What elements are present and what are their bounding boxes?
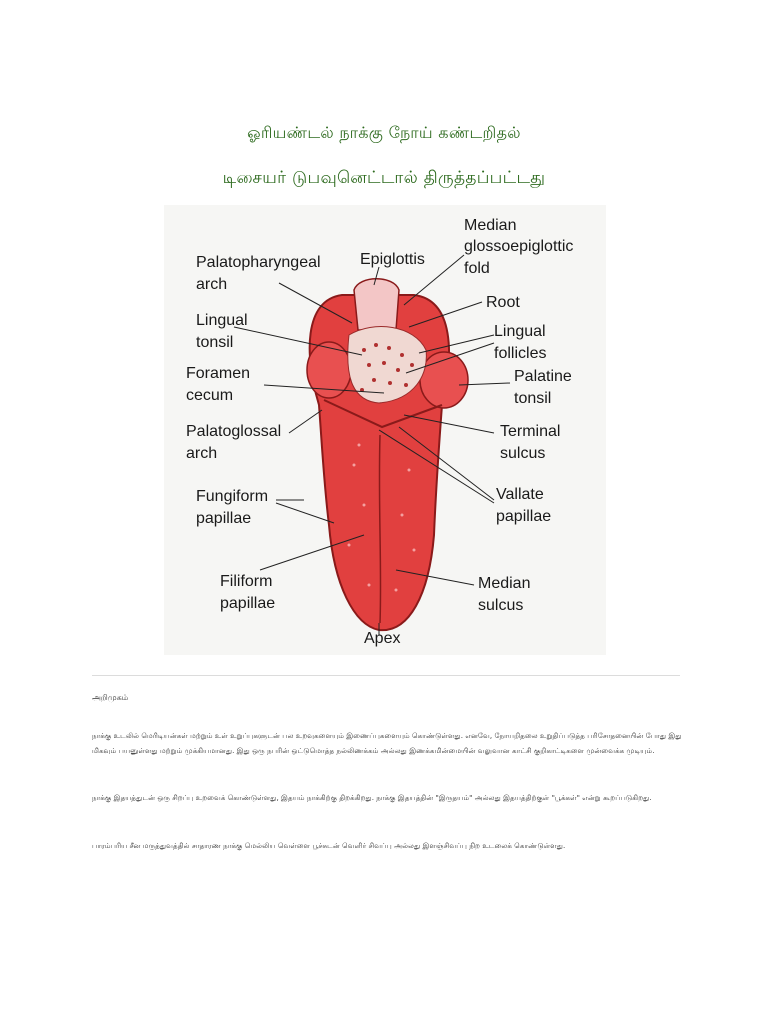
label-epiglottis: Epiglottis	[360, 251, 425, 268]
label-median-glosso-3: fold	[464, 260, 490, 277]
label-median-glosso-1: Median	[464, 217, 517, 234]
epiglottis-shape	[354, 279, 399, 330]
paragraph-3: பாரம்பரிய சீன மருத்துவத்தில் சாதாரண நாக்கு மெல்லிய வெள்ளை பூச்சுடன் வெளிர் சிவப்பு அல்லது இளஞ்சிவப்பு நிற உடலைக் கொண்டுள்ளது.	[92, 841, 566, 850]
label-palatine-1: Palatine	[514, 368, 572, 385]
section-divider	[92, 675, 680, 676]
label-palatoglossal-2: arch	[186, 445, 218, 462]
page-subtitle: டிசையர் டுபவுனெட்டால் திருத்தப்பட்டது	[222, 168, 546, 188]
label-apex: Apex	[364, 630, 401, 647]
label-foramen-2: cecum	[186, 387, 234, 404]
label-terminal-2: sulcus	[500, 445, 546, 462]
label-root: Root	[486, 294, 520, 311]
label-lingual-tonsil-1: Lingual	[196, 312, 248, 329]
label-fungiform-1: Fungiform	[196, 488, 269, 505]
label-median-glosso-2: glossoepiglottic	[464, 238, 574, 255]
label-fungiform-2: papillae	[196, 510, 252, 527]
label-vallate-2: papillae	[496, 508, 552, 525]
label-median-sulcus-2: sulcus	[478, 597, 524, 614]
label-palatopharyngeal-2: arch	[196, 276, 228, 293]
page-title: ஓரியண்டல் நாக்கு நோய் கண்டறிதல்	[247, 123, 521, 142]
label-lingual-tonsil-2: tonsil	[196, 334, 234, 351]
label-filiform-1: Filiform	[220, 573, 273, 590]
label-filiform-2: papillae	[220, 595, 276, 612]
label-vallate-1: Vallate	[496, 486, 544, 503]
paragraph-2: நாக்கு இதயத்துடன் ஒரு சிறப்பு உறவைக் கொண்டுள்ளது, இதயம் நாக்கிற்கு திறக்கிறது. நாக்கு இதயத்தின் "இருதயம்" அல்லது இதயத்திற்குள் "பூக்கள்" என்று கூறப்படுகிறது.	[92, 793, 652, 802]
label-palatoglossal-1: Palatoglossal	[186, 423, 282, 440]
paragraph-1: நாக்கு உடலில் மெரிடியன்கள் மற்றும் உள் உறுப்புகளுடன் பல உறவுகளையும் இணைப்புகளையும் கொண்டுள்ளது. எனவே, நோயறிதலை உறுதிப்படுத்த பரிசோதனையின் போது இது மிகவும் பயனுள்ளது மற்றும் முக்கியமானது. இது ஒரு நபரின் ஒட்டுமொத்த நல்லிணக்கம் அல்லது இணக்கமின்மையின் வலுவான காட்சி குறிகாட்டிகளை முன்வைக்க முடியும்.	[92, 731, 682, 755]
section-heading: அறிமுகம்	[92, 693, 129, 702]
label-lingual-follicles-2: follicles	[494, 345, 547, 362]
label-median-sulcus-1: Median	[478, 575, 531, 592]
tongue-anatomy-figure	[164, 205, 606, 655]
label-lingual-follicles-1: Lingual	[494, 323, 546, 340]
label-palatopharyngeal-1: Palatopharyngeal	[196, 254, 321, 271]
label-foramen-1: Foramen	[186, 365, 251, 382]
label-terminal-1: Terminal	[500, 423, 561, 440]
label-palatine-2: tonsil	[514, 390, 552, 407]
